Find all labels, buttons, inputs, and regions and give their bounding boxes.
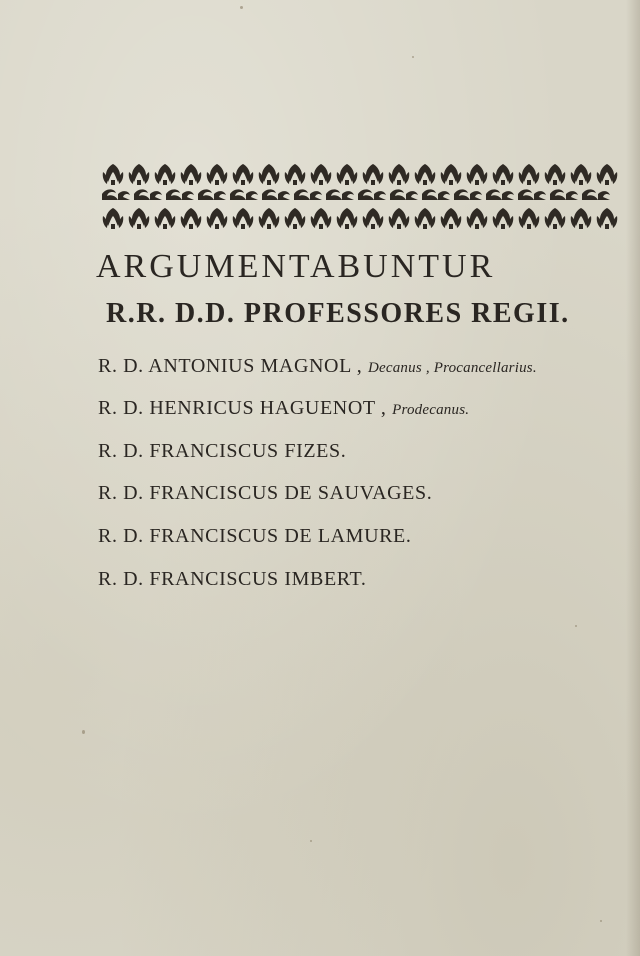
- paper-speck: [600, 920, 602, 922]
- paper-speck: [575, 625, 577, 627]
- professor-name: R. D. ANTONIUS MAGNOL ,: [98, 355, 363, 377]
- heading-professores-regii: R.R. D.D. PROFESSORES REGII.: [106, 298, 570, 329]
- professor-name: R. D. FRANCISCUS DE SAUVAGES.: [98, 482, 433, 504]
- professor-line: [98, 482, 432, 505]
- professor-title: Prodecanus.: [392, 402, 470, 418]
- professor-line: [98, 397, 469, 420]
- paper-speck: [82, 730, 85, 734]
- paper-speck: [240, 6, 243, 9]
- professor-name: R. D. FRANCISCUS FIZES.: [98, 440, 347, 462]
- professor-line: [98, 568, 366, 591]
- professor-line: [98, 440, 346, 463]
- professor-name: R. D. HENRICUS HAGUENOT ,: [98, 397, 387, 419]
- professor-name: R. D. FRANCISCUS IMBERT.: [98, 568, 367, 590]
- heading-argumentabuntur: ARGUMENTABUNTUR: [96, 248, 496, 285]
- paper-speck: [310, 840, 312, 842]
- professor-name: R. D. FRANCISCUS DE LAMURE.: [98, 525, 412, 547]
- professor-line: [98, 525, 411, 548]
- professor-title: Decanus , Procancellarius.: [367, 360, 537, 376]
- page-edge-shadow: [626, 0, 640, 956]
- decorative-headpiece: [100, 160, 630, 232]
- professor-line: [98, 355, 537, 378]
- paper-speck: [412, 56, 414, 58]
